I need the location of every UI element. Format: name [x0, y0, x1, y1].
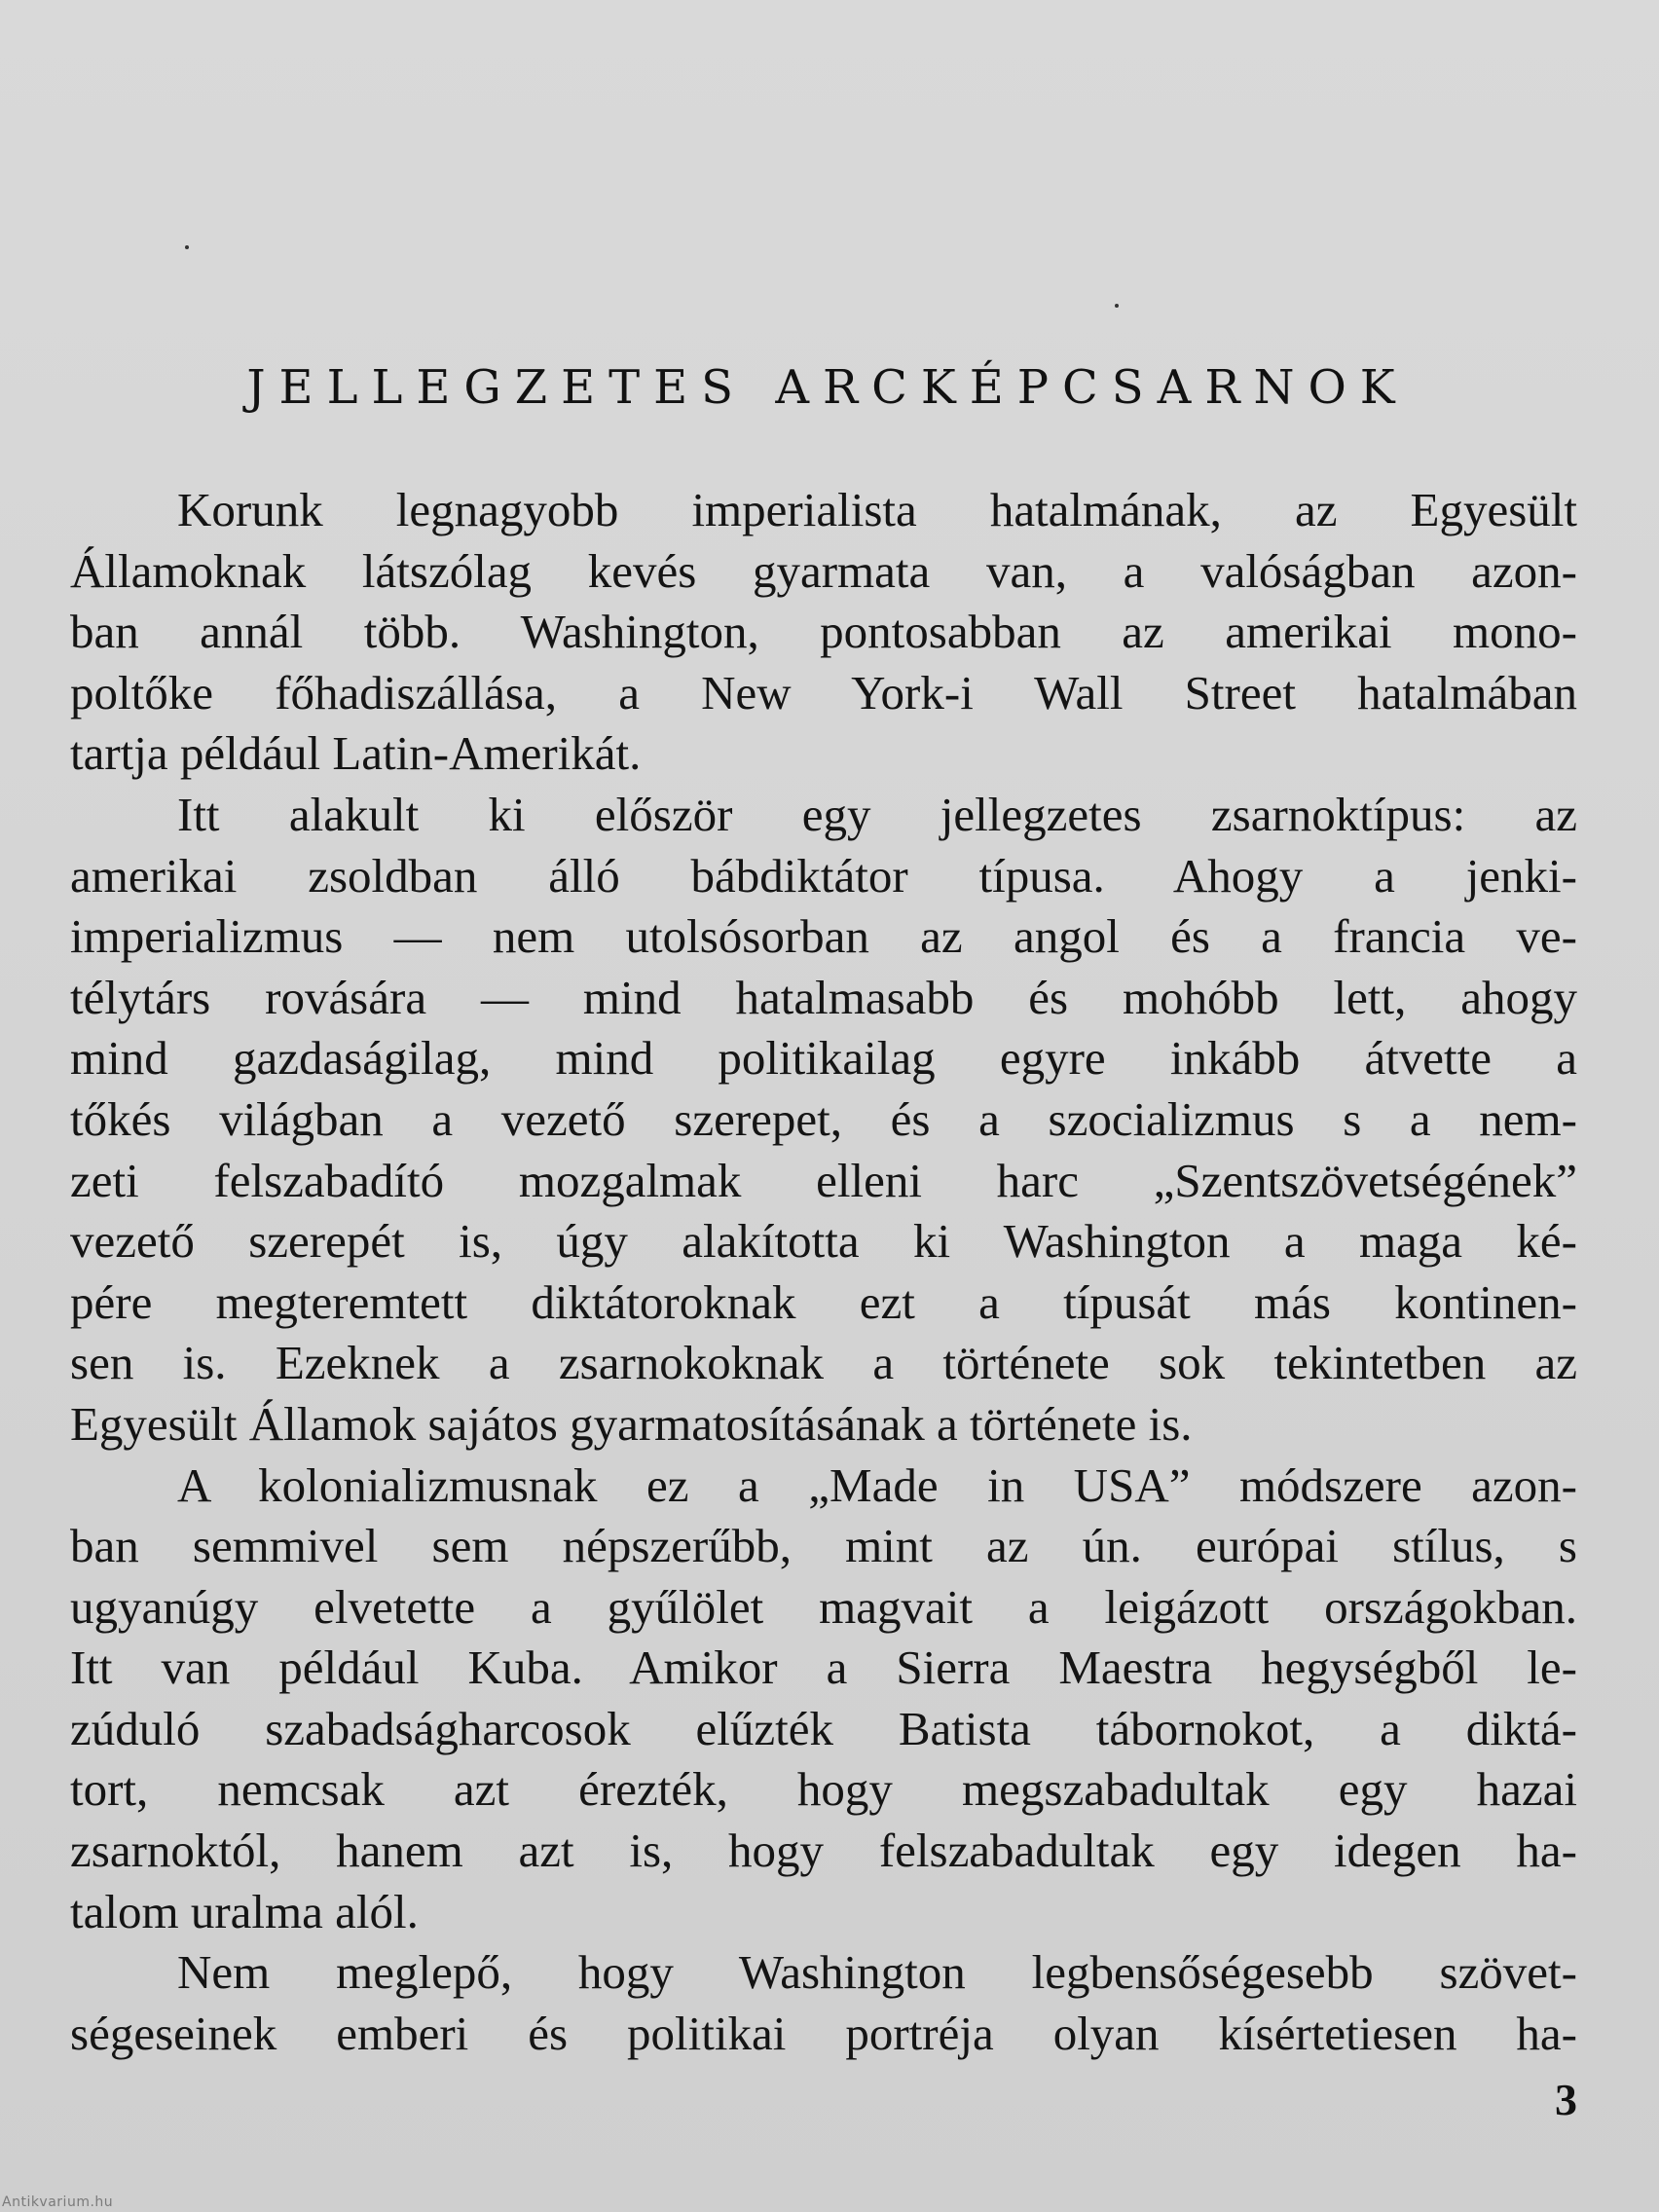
page-number: 3: [1555, 2075, 1577, 2124]
text-line: talom uralma alól.: [70, 1884, 419, 1938]
text-line: Államoknak látszólag kevés gyarmata van, a valóságban azon-: [70, 543, 1577, 598]
chapter-heading: JELLEGZETES ARCKÉPCSARNOK: [246, 360, 1409, 415]
text-line: Itt van például Kuba. Amikor a Sierra Maestra hegységből le-: [70, 1641, 1577, 1695]
text-line: amerikai zsoldban álló bábdiktátor típusa. Ahogy a jenki-: [70, 848, 1577, 903]
text-line: vezető szerepét is, úgy alakította ki Washington a maga ké-: [70, 1214, 1577, 1269]
paragraph: [70, 480, 1577, 785]
text-line: Itt alakult ki először egy jellegzetes zsarnoktípus: az: [177, 787, 1577, 841]
print-speck: [185, 245, 189, 249]
text-line: ban annál több. Washington, pontosabban az amerikai mono-: [70, 605, 1577, 659]
text-line: tort, nemcsak azt érezték, hogy megszabadultak egy hazai: [70, 1762, 1577, 1817]
text-line: zeti felszabadító mozgalmak elleni harc „Szentszövetségének”: [70, 1153, 1577, 1207]
text-line: mind gazdaságilag, mind politikailag egyre inkább átvette a: [70, 1031, 1577, 1086]
text-line: Korunk legnagyobb imperialista hatalmának, az Egyesült: [177, 483, 1577, 536]
paragraph: [70, 785, 1577, 1456]
text-line: zsarnoktól, hanem azt is, hogy felszabadultak egy idegen ha-: [70, 1824, 1577, 1878]
text-line: Egyesült Államok sajátos gyarmatosításának a története is.: [70, 1396, 1193, 1451]
text-line: tartja például Latin-Amerikát.: [70, 726, 642, 781]
text-line: zúduló szabadságharcosok elűzték Batista tábornokot, a diktá-: [70, 1701, 1577, 1755]
text-line: ségeseinek emberi és politikai portréja olyan kísértetiesen ha-: [70, 2006, 1577, 2060]
paragraph: [70, 1942, 1577, 2064]
text-line: A kolonializmusnak ez a „Made in USA” módszere azon-: [177, 1457, 1577, 1512]
text-line: pére megteremtett diktátoroknak ezt a típusát más kontinen-: [70, 1274, 1577, 1329]
paragraph: [70, 1456, 1577, 1943]
text-line: sen is. Ezeknek a zsarnokoknak a története sok tekintetben az: [70, 1336, 1577, 1390]
text-line: ugyanúgy elvetette a gyűlölet magvait a leigázott országokban.: [70, 1579, 1577, 1634]
watermark: Antikvarium.hu: [2, 2194, 114, 2210]
text-line: ban semmivel sem népszerűbb, mint az ún. európai stílus, s: [70, 1519, 1577, 1573]
text-line: tőkés világban a vezető szerepet, és a szocializmus s a nem-: [70, 1091, 1577, 1146]
print-speck: [1115, 304, 1119, 308]
text-line: poltőke főhadiszállása, a New York-i Wall Street hatalmában: [70, 665, 1577, 719]
body-text: [70, 480, 1577, 2064]
text-line: télytárs rovására — mind hatalmasabb és mohóbb lett, ahogy: [70, 970, 1577, 1024]
text-line: Nem meglepő, hogy Washington legbensőségesebb szövet-: [177, 1945, 1577, 2000]
text-line: imperializmus — nem utolsósorban az angol és a francia ve-: [70, 909, 1577, 964]
